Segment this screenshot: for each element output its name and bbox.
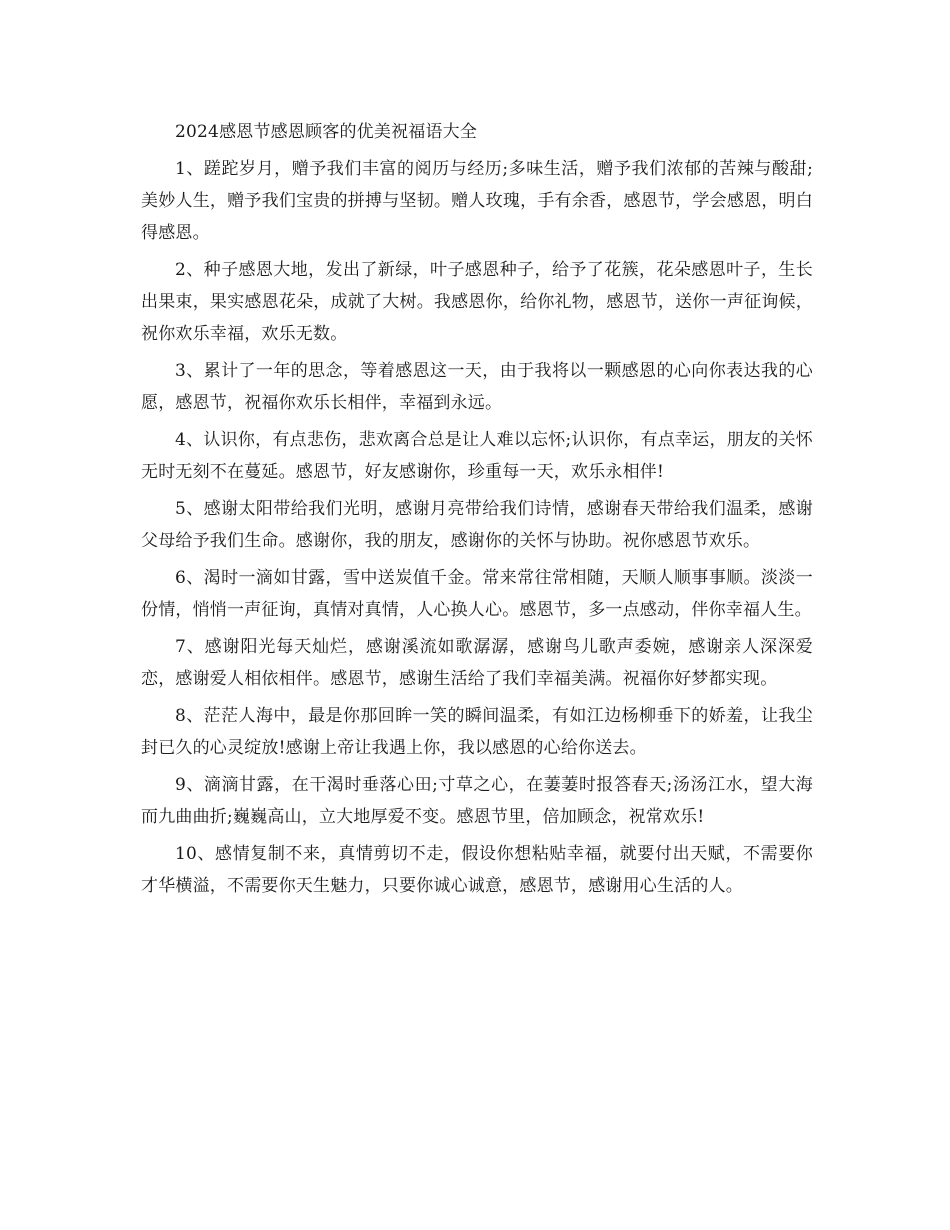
paragraph-7: 7、感谢阳光每天灿烂，感谢溪流如歌潺潺，感谢鸟儿歌声委婉，感谢亲人深深爱恋，感谢爱人相依相伴。感恩节，感谢生活给了我们幸福美满。祝福你好梦都实现。 [141, 637, 813, 689]
paragraph-9: 9、滴滴甘露，在干渴时垂落心田;寸草之心，在萋萋时报答春天;汤汤江水，望大海而九曲曲折;巍巍高山，立大地厚爱不变。感恩节里，倍加顾念，祝常欢乐! [141, 775, 813, 827]
paragraph-4: 4、认识你，有点悲伤，悲欢离合总是让人难以忘怀;认识你，有点幸运，朋友的关怀无时无刻不在蔓延。感恩节，好友感谢你，珍重每一天，欢乐永相伴! [141, 430, 813, 482]
paragraph-2: 2、种子感恩大地，发出了新绿，叶子感恩种子，给予了花簇，花朵感恩叶子，生长出果束，果实感恩花朵，成就了大树。我感恩你，给你礼物，感恩节，送你一声征询候，祝你欢乐幸福，欢乐无数。 [141, 260, 813, 344]
paragraph-5: 5、感谢太阳带给我们光明，感谢月亮带给我们诗情，感谢春天带给我们温柔，感谢父母给予我们生命。感谢你，我的朋友，感谢你的关怀与协助。祝你感恩节欢乐。 [141, 499, 813, 551]
paragraph-1: 1、蹉跎岁月，赠予我们丰富的阅历与经历;多味生活，赠予我们浓郁的苦辣与酸甜;美妙人生，赠予我们宝贵的拼搏与坚韧。赠人玫瑰，手有余香，感恩节，学会感恩，明白得感恩。 [141, 159, 813, 243]
paragraph-3: 3、累计了一年的思念，等着感恩这一天，由于我将以一颗感恩的心向你表达我的心愿，感恩节，祝福你欢乐长相伴，幸福到永远。 [141, 361, 813, 413]
paragraph-10: 10、感情复制不来，真情剪切不走，假设你想粘贴幸福，就要付出天赋，不需要你才华横溢，不需要你天生魅力，只要你诚心诚意，感恩节，感谢用心生活的人。 [141, 844, 813, 896]
document-body [141, 116, 813, 907]
paragraph-8: 8、茫茫人海中，最是你那回眸一笑的瞬间温柔，有如江边杨柳垂下的娇羞，让我尘封已久的心灵绽放!感谢上帝让我遇上你，我以感恩的心给你送去。 [141, 706, 813, 758]
paragraph-6: 6、渴时一滴如甘露，雪中送炭值千金。常来常往常相随，天顺人顺事事顺。淡淡一份情，悄悄一声征询，真情对真情，人心换人心。感恩节，多一点感动，伴你幸福人生。 [141, 568, 813, 620]
document-title: 2024感恩节感恩顾客的优美祝福语大全 [175, 122, 478, 142]
